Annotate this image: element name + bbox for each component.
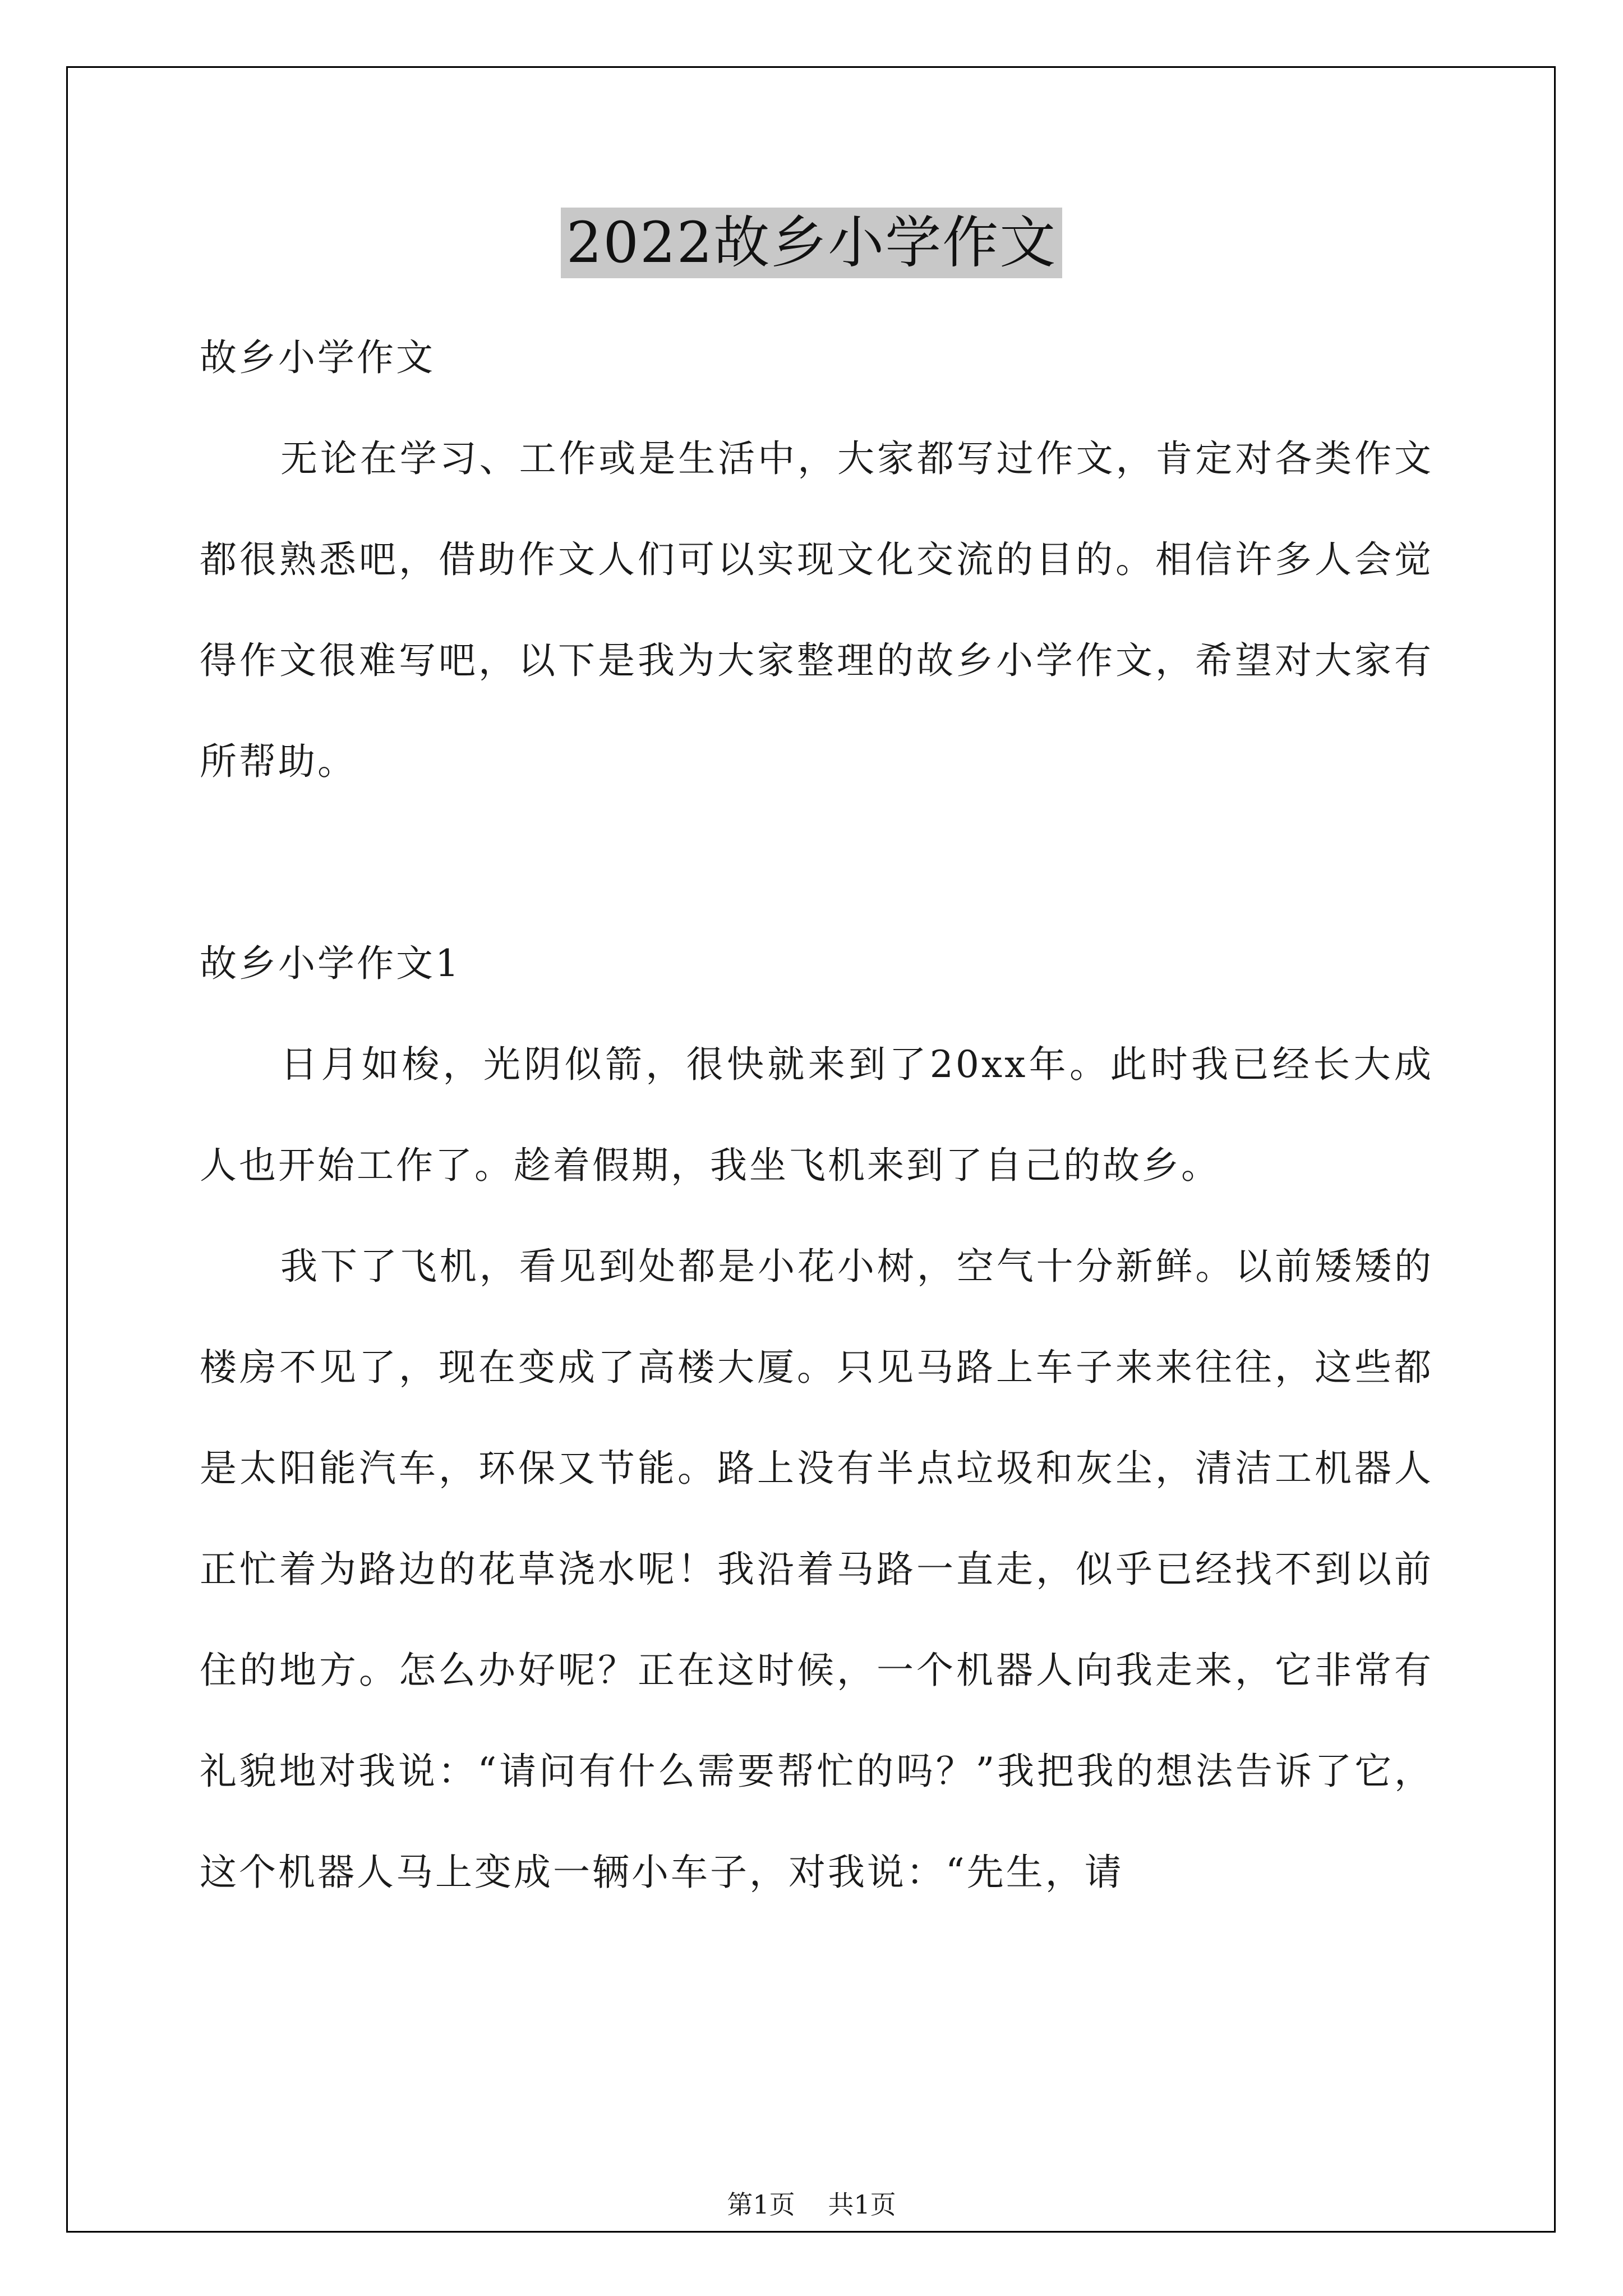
title-container	[0, 208, 1623, 278]
intro-paragraph: 无论在学习、工作或是生活中，大家都写过作文，肯定对各类作文都很熟悉吧，借助作文人们可以实现文化交流的目的。相信许多人会觉得作文很难写吧，以下是我为大家整理的故乡小学作文，希望对大家有所帮助。	[200, 437, 1433, 783]
document-body	[200, 307, 1433, 1923]
page-footer	[0, 2188, 1623, 2221]
paragraph-gap	[200, 812, 1433, 913]
page-number-current: 第1页	[727, 2189, 795, 2220]
section1-paragraph-1: 日月如梭，光阴似箭，很快就来到了20xx年。此时我已经长大成人也开始工作了。趁着假期，我坐飞机来到了自己的故乡。	[200, 1043, 1433, 1187]
document-title: 2022故乡小学作文	[561, 208, 1063, 278]
section1-heading: 故乡小学作文1	[200, 942, 461, 985]
page-number-total: 共1页	[828, 2189, 896, 2220]
intro-heading: 故乡小学作文	[200, 336, 435, 379]
section1-paragraph-2: 我下了飞机，看见到处都是小花小树，空气十分新鲜。以前矮矮的楼房不见了，现在变成了高楼大厦。只见马路上车子来来往往，这些都是太阳能汽车，环保又节能。路上没有半点垃圾和灰尘，清洁工机器人正忙着为路边的花草浇水呢！我沿着马路一直走，似乎已经找不到以前住的地方。怎么办好呢？正在这时候，一个机器人向我走来，它非常有礼貌地对我说：“请问有什么需要帮忙的吗？”我把我的想法告诉了它，这个机器人马上变成一辆小车子，对我说：“先生，请	[200, 1245, 1433, 1894]
